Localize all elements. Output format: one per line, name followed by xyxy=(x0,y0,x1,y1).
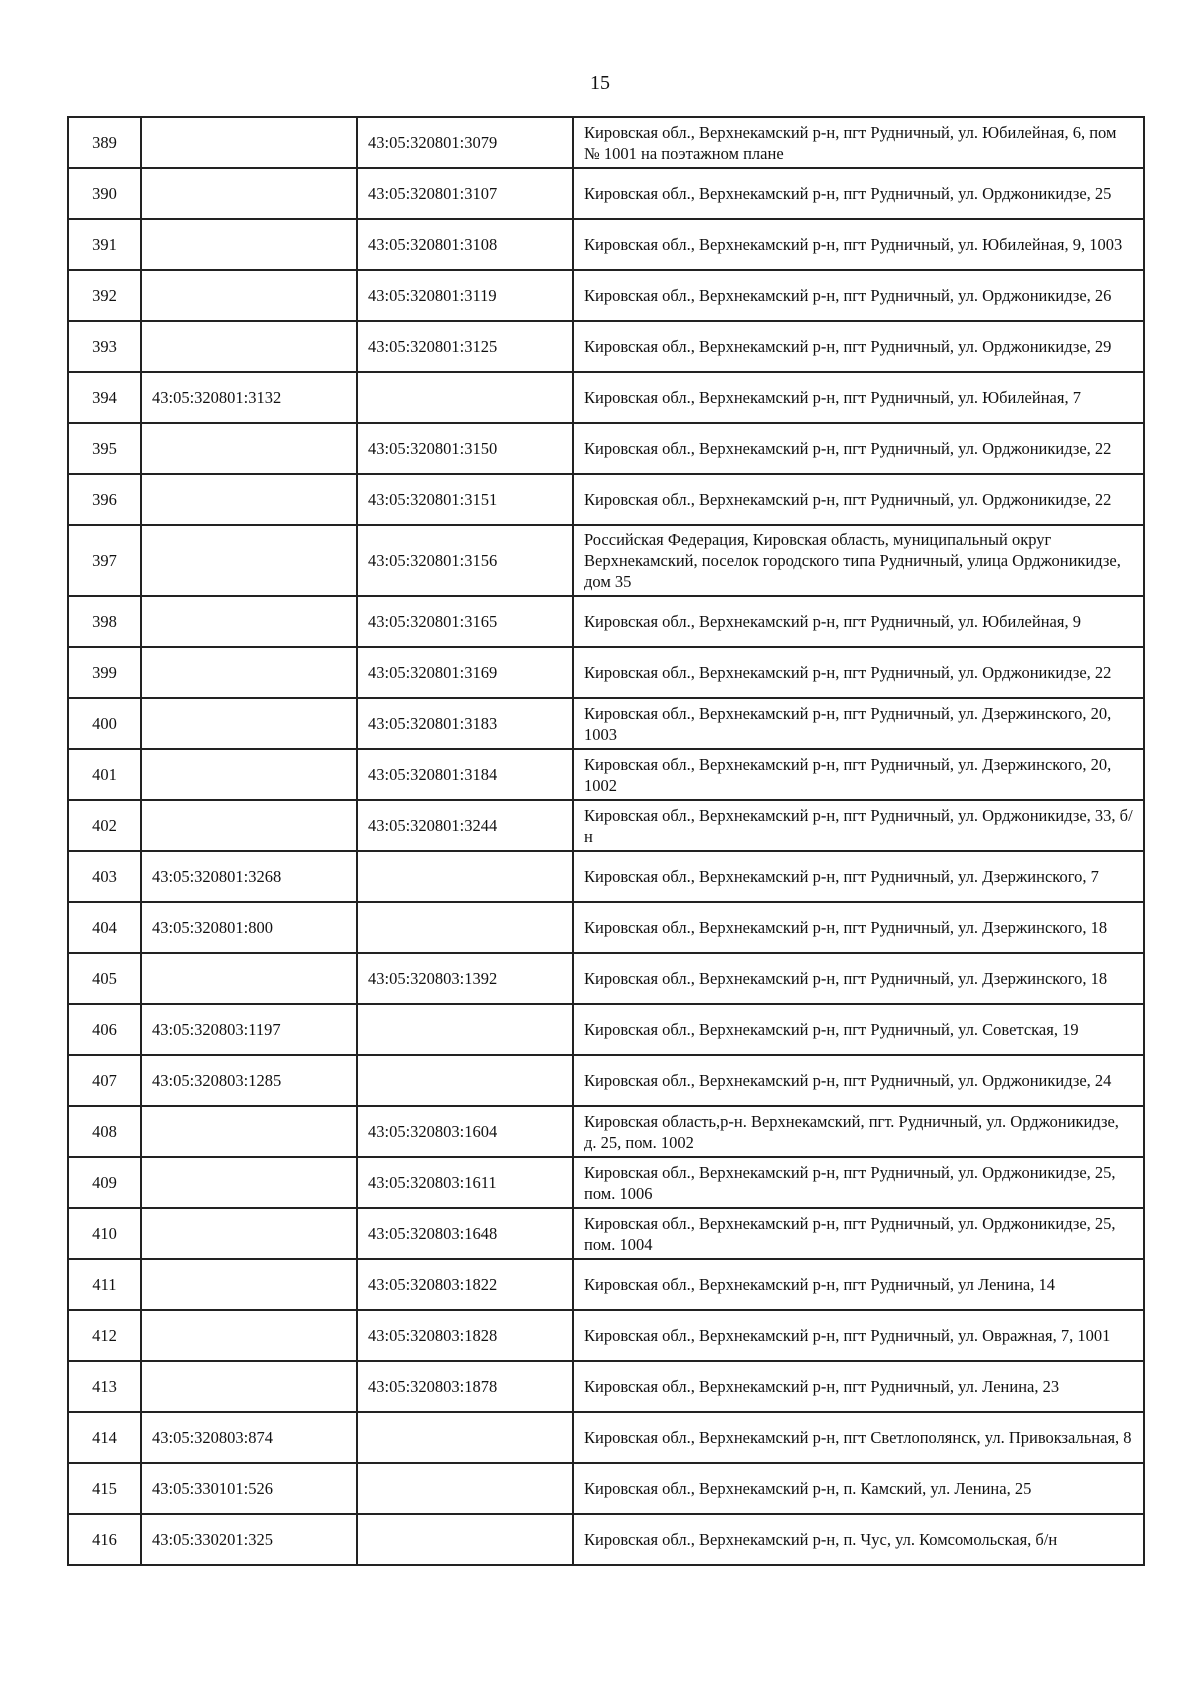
address-cell: Кировская обл., Верхнекамский р-н, пгт Рудничный, ул. Дзержинского, 7 xyxy=(573,851,1144,902)
row-number: 399 xyxy=(68,647,141,698)
building-cadastral-number xyxy=(357,1412,573,1463)
land-cadastral-number xyxy=(141,749,357,800)
address-cell: Кировская обл., Верхнекамский р-н, пгт Рудничный, ул. Орджоникидзе, 25, пом. 1004 xyxy=(573,1208,1144,1259)
building-cadastral-number: 43:05:320803:1392 xyxy=(357,953,573,1004)
address-cell: Кировская обл., Верхнекамский р-н, пгт Рудничный, ул. Орджоникидзе, 33, б/н xyxy=(573,800,1144,851)
row-number: 397 xyxy=(68,525,141,596)
address-cell: Кировская обл., Верхнекамский р-н, пгт Рудничный, ул. Ленина, 23 xyxy=(573,1361,1144,1412)
address-cell: Кировская обл., Верхнекамский р-н, пгт Рудничный, ул. Дзержинского, 20, 1003 xyxy=(573,698,1144,749)
row-number: 412 xyxy=(68,1310,141,1361)
land-cadastral-number xyxy=(141,953,357,1004)
address-cell: Кировская обл., Верхнекамский р-н, пгт Рудничный, ул. Юбилейная, 6, пом № 1001 на поэтажном плане xyxy=(573,117,1144,168)
address-cell: Кировская обл., Верхнекамский р-н, пгт Рудничный, ул. Орджоникидзе, 26 xyxy=(573,270,1144,321)
land-cadastral-number xyxy=(141,1361,357,1412)
row-number: 416 xyxy=(68,1514,141,1565)
building-cadastral-number: 43:05:320801:3108 xyxy=(357,219,573,270)
address-cell: Кировская обл., Верхнекамский р-н, пгт Рудничный, ул. Дзержинского, 18 xyxy=(573,953,1144,1004)
table-row xyxy=(68,800,1144,851)
row-number: 411 xyxy=(68,1259,141,1310)
table-row xyxy=(68,1259,1144,1310)
building-cadastral-number: 43:05:320801:3125 xyxy=(357,321,573,372)
land-cadastral-number xyxy=(141,168,357,219)
land-cadastral-number: 43:05:320803:1285 xyxy=(141,1055,357,1106)
table-row xyxy=(68,1004,1144,1055)
address-cell: Кировская обл., Верхнекамский р-н, пгт Рудничный, ул. Юбилейная, 9 xyxy=(573,596,1144,647)
building-cadastral-number xyxy=(357,1055,573,1106)
table-row xyxy=(68,1157,1144,1208)
table-row xyxy=(68,1412,1144,1463)
row-number: 403 xyxy=(68,851,141,902)
table-row xyxy=(68,647,1144,698)
land-cadastral-number xyxy=(141,647,357,698)
row-number: 390 xyxy=(68,168,141,219)
table-row xyxy=(68,270,1144,321)
land-cadastral-number xyxy=(141,525,357,596)
cadastral-table xyxy=(67,116,1145,1566)
row-number: 392 xyxy=(68,270,141,321)
land-cadastral-number xyxy=(141,117,357,168)
building-cadastral-number: 43:05:320803:1648 xyxy=(357,1208,573,1259)
row-number: 400 xyxy=(68,698,141,749)
address-cell: Кировская обл., Верхнекамский р-н, пгт Светлополянск, ул. Привокзальная, 8 xyxy=(573,1412,1144,1463)
row-number: 398 xyxy=(68,596,141,647)
row-number: 415 xyxy=(68,1463,141,1514)
land-cadastral-number: 43:05:320803:874 xyxy=(141,1412,357,1463)
page-number: 15 xyxy=(590,72,610,94)
building-cadastral-number: 43:05:320801:3244 xyxy=(357,800,573,851)
address-cell: Кировская обл., Верхнекамский р-н, пгт Рудничный, ул. Овражная, 7, 1001 xyxy=(573,1310,1144,1361)
land-cadastral-number xyxy=(141,698,357,749)
building-cadastral-number xyxy=(357,1004,573,1055)
table-row xyxy=(68,525,1144,596)
table-row xyxy=(68,1106,1144,1157)
address-cell: Кировская обл., Верхнекамский р-н, пгт Рудничный, ул. Орджоникидзе, 24 xyxy=(573,1055,1144,1106)
building-cadastral-number: 43:05:320803:1822 xyxy=(357,1259,573,1310)
building-cadastral-number: 43:05:320801:3107 xyxy=(357,168,573,219)
land-cadastral-number xyxy=(141,596,357,647)
table-row xyxy=(68,851,1144,902)
land-cadastral-number xyxy=(141,1106,357,1157)
land-cadastral-number xyxy=(141,474,357,525)
table-row xyxy=(68,596,1144,647)
table-row xyxy=(68,953,1144,1004)
address-cell: Кировская обл., Верхнекамский р-н, п. Чус, ул. Комсомольская, б/н xyxy=(573,1514,1144,1565)
address-cell: Кировская обл., Верхнекамский р-н, пгт Рудничный, ул. Советская, 19 xyxy=(573,1004,1144,1055)
address-cell: Кировская обл., Верхнекамский р-н, пгт Рудничный, ул. Дзержинского, 18 xyxy=(573,902,1144,953)
row-number: 409 xyxy=(68,1157,141,1208)
building-cadastral-number: 43:05:320803:1611 xyxy=(357,1157,573,1208)
row-number: 391 xyxy=(68,219,141,270)
address-cell: Кировская обл., Верхнекамский р-н, п. Камский, ул. Ленина, 25 xyxy=(573,1463,1144,1514)
row-number: 394 xyxy=(68,372,141,423)
address-cell: Кировская обл., Верхнекамский р-н, пгт Рудничный, ул. Орджоникидзе, 25 xyxy=(573,168,1144,219)
building-cadastral-number: 43:05:320803:1604 xyxy=(357,1106,573,1157)
table-row xyxy=(68,1361,1144,1412)
land-cadastral-number: 43:05:330101:526 xyxy=(141,1463,357,1514)
land-cadastral-number: 43:05:320801:800 xyxy=(141,902,357,953)
table-row xyxy=(68,372,1144,423)
table-row xyxy=(68,168,1144,219)
land-cadastral-number xyxy=(141,1157,357,1208)
table-row xyxy=(68,902,1144,953)
building-cadastral-number xyxy=(357,1463,573,1514)
building-cadastral-number xyxy=(357,902,573,953)
row-number: 413 xyxy=(68,1361,141,1412)
land-cadastral-number: 43:05:320801:3268 xyxy=(141,851,357,902)
land-cadastral-number xyxy=(141,800,357,851)
table-row xyxy=(68,1463,1144,1514)
row-number: 401 xyxy=(68,749,141,800)
table-row xyxy=(68,474,1144,525)
table-row xyxy=(68,321,1144,372)
table-row xyxy=(68,117,1144,168)
address-cell: Кировская обл., Верхнекамский р-н, пгт Рудничный, ул Ленина, 14 xyxy=(573,1259,1144,1310)
building-cadastral-number: 43:05:320801:3169 xyxy=(357,647,573,698)
land-cadastral-number: 43:05:330201:325 xyxy=(141,1514,357,1565)
row-number: 396 xyxy=(68,474,141,525)
address-cell: Кировская обл., Верхнекамский р-н, пгт Рудничный, ул. Юбилейная, 9, 1003 xyxy=(573,219,1144,270)
row-number: 407 xyxy=(68,1055,141,1106)
row-number: 406 xyxy=(68,1004,141,1055)
table-row xyxy=(68,698,1144,749)
land-cadastral-number xyxy=(141,423,357,474)
table-row xyxy=(68,1514,1144,1565)
building-cadastral-number: 43:05:320801:3184 xyxy=(357,749,573,800)
row-number: 389 xyxy=(68,117,141,168)
land-cadastral-number: 43:05:320801:3132 xyxy=(141,372,357,423)
building-cadastral-number xyxy=(357,851,573,902)
building-cadastral-number: 43:05:320801:3119 xyxy=(357,270,573,321)
address-cell: Кировская область,р-н. Верхнекамский, пгт. Рудничный, ул. Орджоникидзе, д. 25, пом. 1002 xyxy=(573,1106,1144,1157)
address-cell: Кировская обл., Верхнекамский р-н, пгт Рудничный, ул. Орджоникидзе, 25, пом. 1006 xyxy=(573,1157,1144,1208)
row-number: 414 xyxy=(68,1412,141,1463)
building-cadastral-number xyxy=(357,1514,573,1565)
row-number: 404 xyxy=(68,902,141,953)
building-cadastral-number: 43:05:320801:3183 xyxy=(357,698,573,749)
table-row xyxy=(68,423,1144,474)
land-cadastral-number xyxy=(141,1259,357,1310)
address-cell: Российская Федерация, Кировская область, муниципальный округ Верхнекамский, поселок городского типа Рудничный, улица Орджоникидзе, дом 35 xyxy=(573,525,1144,596)
building-cadastral-number: 43:05:320801:3156 xyxy=(357,525,573,596)
row-number: 393 xyxy=(68,321,141,372)
row-number: 410 xyxy=(68,1208,141,1259)
land-cadastral-number xyxy=(141,1208,357,1259)
land-cadastral-number xyxy=(141,270,357,321)
address-cell: Кировская обл., Верхнекамский р-н, пгт Рудничный, ул. Орджоникидзе, 22 xyxy=(573,474,1144,525)
address-cell: Кировская обл., Верхнекамский р-н, пгт Рудничный, ул. Орджоникидзе, 22 xyxy=(573,647,1144,698)
building-cadastral-number: 43:05:320801:3079 xyxy=(357,117,573,168)
row-number: 405 xyxy=(68,953,141,1004)
land-cadastral-number xyxy=(141,1310,357,1361)
table-row xyxy=(68,1310,1144,1361)
row-number: 408 xyxy=(68,1106,141,1157)
land-cadastral-number xyxy=(141,219,357,270)
building-cadastral-number: 43:05:320803:1828 xyxy=(357,1310,573,1361)
address-cell: Кировская обл., Верхнекамский р-н, пгт Рудничный, ул. Юбилейная, 7 xyxy=(573,372,1144,423)
land-cadastral-number xyxy=(141,321,357,372)
table-row xyxy=(68,749,1144,800)
building-cadastral-number xyxy=(357,372,573,423)
table-row xyxy=(68,1208,1144,1259)
row-number: 395 xyxy=(68,423,141,474)
building-cadastral-number: 43:05:320801:3150 xyxy=(357,423,573,474)
building-cadastral-number: 43:05:320803:1878 xyxy=(357,1361,573,1412)
table-row xyxy=(68,219,1144,270)
building-cadastral-number: 43:05:320801:3165 xyxy=(357,596,573,647)
address-cell: Кировская обл., Верхнекамский р-н, пгт Рудничный, ул. Орджоникидзе, 22 xyxy=(573,423,1144,474)
row-number: 402 xyxy=(68,800,141,851)
address-cell: Кировская обл., Верхнекамский р-н, пгт Рудничный, ул. Орджоникидзе, 29 xyxy=(573,321,1144,372)
building-cadastral-number: 43:05:320801:3151 xyxy=(357,474,573,525)
address-cell: Кировская обл., Верхнекамский р-н, пгт Рудничный, ул. Дзержинского, 20, 1002 xyxy=(573,749,1144,800)
land-cadastral-number: 43:05:320803:1197 xyxy=(141,1004,357,1055)
table-row xyxy=(68,1055,1144,1106)
